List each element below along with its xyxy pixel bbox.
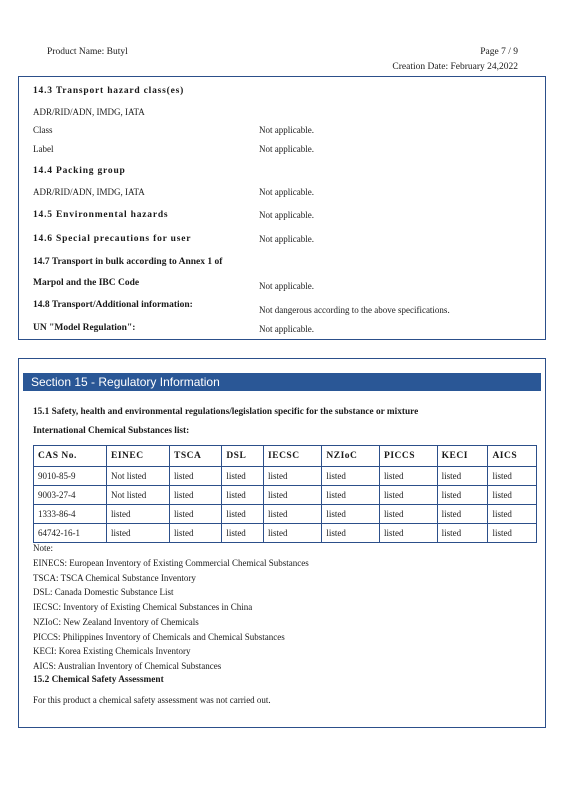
class-value: Not applicable. bbox=[259, 125, 314, 135]
table-cell: listed bbox=[322, 486, 380, 505]
note-nzioc: NZIoC: New Zealand Inventory of Chemicals bbox=[33, 617, 199, 627]
note-dsl: DSL: Canada Domestic Substance List bbox=[33, 587, 174, 597]
table-cell: listed bbox=[170, 505, 222, 524]
label-label: Label bbox=[33, 144, 54, 154]
table-cell: listed bbox=[264, 467, 322, 486]
table-cell: listed bbox=[264, 505, 322, 524]
label-value: Not applicable. bbox=[259, 144, 314, 154]
table-cell: listed bbox=[322, 505, 380, 524]
section-15-title: Section 15 - Regulatory Information bbox=[23, 373, 541, 391]
s14-4-regs: ADR/RID/ADN, IMDG, IATA bbox=[33, 187, 145, 197]
section-15-box bbox=[18, 358, 546, 728]
s15-2-title: 15.2 Chemical Safety Assessment bbox=[33, 675, 164, 685]
table-cell: listed bbox=[222, 505, 264, 524]
note-keci: KECI: Korea Existing Chemicals Inventory bbox=[33, 646, 191, 656]
note-aics: AICS: Australian Inventory of Chemical Substances bbox=[33, 661, 222, 671]
un-model-regulation-value: Not applicable. bbox=[259, 324, 314, 334]
note-heading: Note: bbox=[33, 543, 53, 553]
table-cell: listed bbox=[380, 486, 438, 505]
s14-6-value: Not applicable. bbox=[259, 234, 314, 244]
col-header: CAS No. bbox=[34, 446, 107, 467]
col-header: DSL bbox=[222, 446, 264, 467]
table-cell: listed bbox=[264, 486, 322, 505]
class-label: Class bbox=[33, 125, 53, 135]
inventory-list-title: International Chemical Substances list: bbox=[33, 426, 190, 436]
table-cell: listed bbox=[107, 524, 170, 543]
note-iecsc: IECSC: Inventory of Existing Chemical Substances in China bbox=[33, 602, 253, 612]
table-cell: listed bbox=[488, 505, 537, 524]
s14-4-value: Not applicable. bbox=[259, 187, 314, 197]
s14-6-title: 14.6 Special precautions for user bbox=[33, 234, 192, 244]
table-row bbox=[34, 486, 537, 505]
table-header-row bbox=[34, 446, 537, 467]
un-model-regulation-title: UN "Model Regulation": bbox=[33, 323, 136, 333]
header-product-name: Product Name: Butyl bbox=[47, 47, 128, 57]
s14-3-title: 14.3 Transport hazard class(es) bbox=[33, 86, 185, 96]
table-cell: listed bbox=[170, 524, 222, 543]
table-cell: 64742-16-1 bbox=[34, 524, 107, 543]
col-header: NZIoC bbox=[322, 446, 380, 467]
s14-7-value: Not applicable. bbox=[259, 281, 314, 291]
s15-1-title: 15.1 Safety, health and environmental regulations/legislation specific for the substance or mixture bbox=[33, 407, 419, 417]
s14-5-value: Not applicable. bbox=[259, 210, 314, 220]
table-cell: 1333-86-4 bbox=[34, 505, 107, 524]
header-page-number: Page 7 / 9 bbox=[480, 47, 518, 57]
inventory-table bbox=[33, 445, 537, 543]
table-cell: listed bbox=[488, 467, 537, 486]
table-cell: listed bbox=[437, 524, 488, 543]
header-creation-date: Creation Date: February 24,2022 bbox=[392, 62, 518, 72]
table-cell: listed bbox=[437, 486, 488, 505]
table-cell: listed bbox=[222, 524, 264, 543]
table-cell: listed bbox=[107, 505, 170, 524]
s14-8-value: Not dangerous according to the above specifications. bbox=[259, 305, 450, 315]
col-header: KECI bbox=[437, 446, 488, 467]
table-cell: listed bbox=[222, 486, 264, 505]
table-cell: listed bbox=[488, 524, 537, 543]
table-cell: listed bbox=[170, 467, 222, 486]
table-row bbox=[34, 505, 537, 524]
table-cell: Not listed bbox=[107, 467, 170, 486]
s15-2-text: For this product a chemical safety assessment was not carried out. bbox=[33, 695, 271, 705]
col-header: AICS bbox=[488, 446, 537, 467]
col-header: TSCA bbox=[170, 446, 222, 467]
table-row bbox=[34, 467, 537, 486]
note-piccs: PICCS: Philippines Inventory of Chemicals and Chemical Substances bbox=[33, 632, 285, 642]
table-cell: listed bbox=[170, 486, 222, 505]
table-cell: listed bbox=[437, 505, 488, 524]
section-14-box bbox=[18, 76, 546, 340]
table-cell: listed bbox=[437, 467, 488, 486]
table-cell: listed bbox=[222, 467, 264, 486]
s14-3-regs: ADR/RID/ADN, IMDG, IATA bbox=[33, 107, 145, 117]
note-einecs: EINECS: European Inventory of Existing Commercial Chemical Substances bbox=[33, 558, 309, 568]
note-tsca: TSCA: TSCA Chemical Substance Inventory bbox=[33, 573, 196, 583]
s14-8-title: 14.8 Transport/Additional information: bbox=[33, 300, 193, 310]
table-cell: 9010-85-9 bbox=[34, 467, 107, 486]
table-cell: 9003-27-4 bbox=[34, 486, 107, 505]
table-cell: Not listed bbox=[107, 486, 170, 505]
table-cell: listed bbox=[380, 524, 438, 543]
table-cell: listed bbox=[488, 486, 537, 505]
col-header: EINEC bbox=[107, 446, 170, 467]
s14-5-title: 14.5 Environmental hazards bbox=[33, 210, 169, 220]
table-cell: listed bbox=[322, 467, 380, 486]
col-header: PICCS bbox=[380, 446, 438, 467]
table-cell: listed bbox=[264, 524, 322, 543]
col-header: IECSC bbox=[264, 446, 322, 467]
table-cell: listed bbox=[380, 467, 438, 486]
table-row bbox=[34, 524, 537, 543]
s14-7-title-line1: 14.7 Transport in bulk according to Annex 1 of bbox=[33, 257, 223, 267]
table-cell: listed bbox=[380, 505, 438, 524]
s14-7-title-line2: Marpol and the IBC Code bbox=[33, 278, 140, 288]
table-cell: listed bbox=[322, 524, 380, 543]
s14-4-title: 14.4 Packing group bbox=[33, 166, 126, 176]
